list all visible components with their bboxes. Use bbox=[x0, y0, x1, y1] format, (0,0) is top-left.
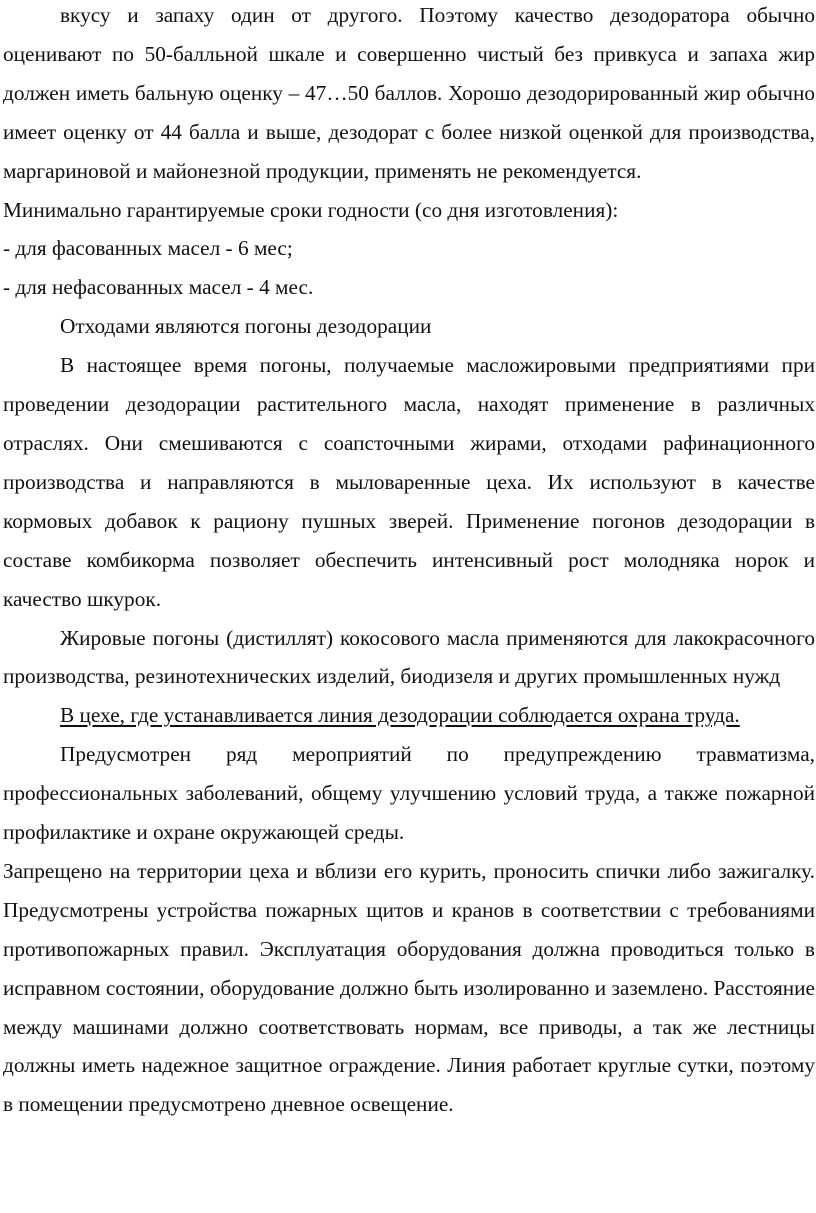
paragraph-coconut-distillate: Жировые погоны (дистиллят) кокосового масла применяются для лакокрасочного производства, резинотехнических изделий, биодизеля и других промышленных нужд bbox=[3, 625, 815, 689]
paragraph-fire-safety: Запрещено на территории цеха и вблизи его курить, проносить спички либо зажигалку. Предусмотрены устройства пожарных щитов и кранов в соответствии с требованиями противопожарных правил. Эксплуатация оборудования должна проводиться только в исправном состоянии, оборудование должно быть изолированно и заземлено. Расстояние между машинами должно соответствовать нормам, все приводы, а так же лестницы должны иметь надежное защитное ограждение. Линия работает круглые сутки, поэтому в помещении предусмотрено дневное освещение. bbox=[3, 858, 815, 1117]
section-heading-text: В цехе, где устанавливается линия дезодорации соблюдается охрана труда. bbox=[60, 703, 740, 728]
shelf-life-heading: Минимально гарантируемые сроки годности (со дня изготовления): bbox=[3, 197, 619, 222]
section-heading-safety bbox=[3, 696, 815, 735]
paragraph-deodorant-quality: вкусу и запаху один от другого. Поэтому качество дезодоратора обычно оценивают по 50-балльной шкале и совершенно чистый без привкуса и запаха жир должен иметь бальную оценку – 47…50 баллов. Хорошо дезодорированный жир обычно имеет оценку от 44 балла и выше, дезодорат с более низкой оценкой для производства, маргариновой и майонезной продукции, применять не рекомендуется. bbox=[3, 3, 815, 183]
shelf-life-unpackaged: - для нефасованных масел - 4 мес. bbox=[3, 275, 314, 300]
shelf-life-packaged: - для фасованных масел - 6 мес; bbox=[3, 236, 293, 261]
paragraph-distillate-usage: В настоящее время погоны, получаемые масложировыми предприятиями при проведении дезодорации растительного масла, находят применение в различных отраслях. Они смешиваются с соапсточными жирами, отходами рафинационного производства и направляются в мыловаренные цеха. Их используют в качестве кормовых добавок к рациону пушных зверей. Применение погонов дезодорации в составе комбикорма позволяет обеспечить интенсивный рост молодняка норок и качество шкурок. bbox=[3, 353, 815, 611]
paragraph-safety-measures: Предусмотрен ряд мероприятий по предупреждению травматизма, профессиональных заболеваний, общему улучшению условий труда, а также пожарной профилактике и охране окружающей среды. bbox=[3, 742, 815, 845]
paragraph-waste: Отходами являются погоны дезодорации bbox=[60, 314, 432, 339]
